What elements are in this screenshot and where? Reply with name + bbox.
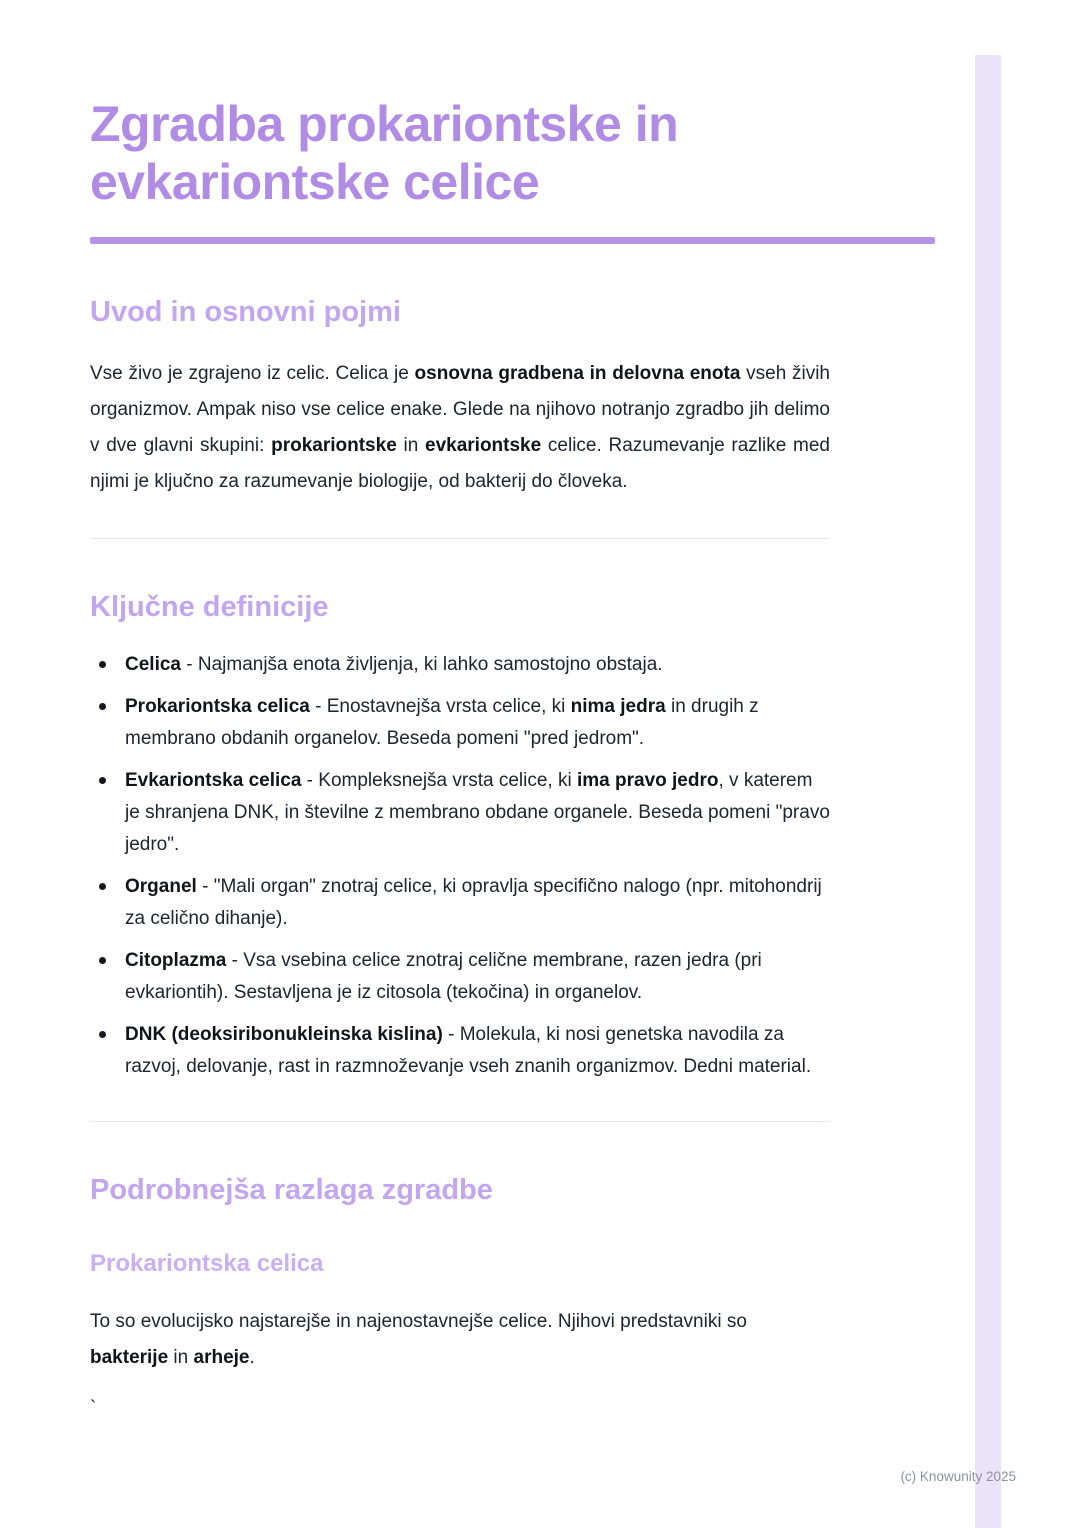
bold-text: Celica — [125, 654, 181, 675]
definition-item — [90, 765, 830, 861]
definitions-list — [90, 649, 830, 1083]
text: - Vsa vsebina celice znotraj celične membrane, razen jedra (pri evkariontih). Sestavljena je iz citosola (tekočina) in organelov. — [125, 950, 762, 1003]
text: - Najmanjša enota življenja, ki lahko samostojno obstaja. — [180, 654, 663, 675]
page-title: Zgradba prokariontske in evkariontske celice — [90, 96, 679, 210]
page-edge-strip — [975, 55, 1001, 1528]
definition-item — [90, 691, 830, 755]
bold-text: prokariontske — [271, 435, 397, 456]
definition-item — [90, 945, 830, 1009]
text: in drugih z membrano obdanih organelov. Beseda pomeni "pred jedrom". — [125, 696, 759, 749]
text: celice. Razumevanje razlike med njimi je ključno za razumevanje biologije, od bakterij do človeka. — [90, 435, 830, 492]
bold-text: arheje — [193, 1347, 250, 1368]
definition-item — [90, 649, 830, 681]
stray-backtick: ` — [90, 1398, 97, 1419]
text: - Enostavnejša vrsta celice, ki — [309, 696, 571, 717]
text: - "Mali organ" znotraj celice, ki opravlja specifično nalogo (npr. mitohondrij za celično dihanje). — [125, 876, 822, 929]
document-content — [90, 0, 830, 1420]
bold-text: Prokariontska celica — [125, 696, 310, 717]
text: in — [168, 1347, 194, 1368]
text: - Kompleksnejša vrsta celice, ki — [301, 770, 577, 791]
text: vseh živih organizmov. Ampak niso vse celice enake. Glede na njihovo notranjo zgradbo jih delimo v dve glavni skupini: — [90, 363, 830, 456]
text: Vse živo je zgrajeno iz celic. Celica je — [90, 363, 415, 384]
text: . — [249, 1347, 255, 1368]
bold-text: evkariontske — [425, 435, 542, 456]
section-divider — [90, 1121, 830, 1122]
text: , v katerem je shranjena DNK, in številne z membrano obdane organele. Beseda pomeni "pravo jedro". — [125, 770, 830, 855]
bold-text: osnovna gradbena in delovna enota — [414, 363, 741, 384]
definition-item — [90, 871, 830, 935]
bold-text: nima jedra — [570, 696, 666, 717]
definition-item — [90, 1019, 830, 1083]
subsection-heading-prokaryotic: Prokariontska celica — [90, 1250, 324, 1277]
text: in — [396, 435, 426, 456]
bold-text: ima pravo jedro — [576, 770, 719, 791]
bold-text: bakterije — [90, 1347, 169, 1368]
copyright-footer: (c) Knowunity 2025 — [900, 1469, 1016, 1484]
section-divider — [90, 538, 830, 539]
title-divider — [90, 237, 935, 244]
intro-paragraph — [90, 356, 830, 500]
text: To so evolucijsko najstarejše in najenostavnejše celice. Njihovi predstavniki so — [90, 1311, 747, 1332]
text: - Molekula, ki nosi genetska navodila za razvoj, delovanje, rast in razmnoževanje vseh znanih organizmov. Dedni material. — [125, 1024, 812, 1077]
section-heading-intro: Uvod in osnovni pojmi — [90, 296, 401, 328]
bold-text: Evkariontska celica — [125, 770, 302, 791]
section-heading-details: Podrobnejša razlaga zgradbe — [90, 1174, 493, 1206]
details-paragraph — [90, 1304, 830, 1376]
bold-text: Organel — [125, 876, 197, 897]
bold-text: DNK (deoksiribonukleinska kislina) — [125, 1024, 443, 1045]
bold-text: Citoplazma — [125, 950, 227, 971]
section-heading-definitions: Ključne definicije — [90, 591, 329, 623]
